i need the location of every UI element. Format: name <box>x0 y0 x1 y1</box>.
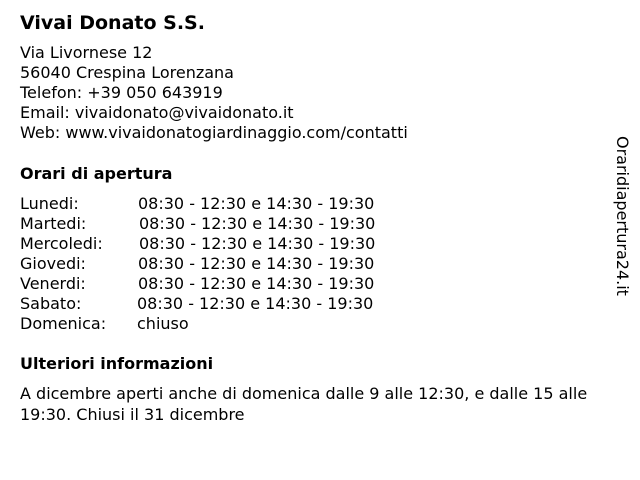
contact-block <box>20 43 408 143</box>
day-label: Sabato: <box>20 294 82 313</box>
day-label: Giovedi: <box>20 254 86 273</box>
email-line: Email: vivaidonato@vivaidonato.it <box>20 103 294 122</box>
watermark <box>614 136 634 306</box>
day-label: Martedi: <box>20 214 87 233</box>
watermark-text: Oraridiapertura24.it <box>613 136 632 296</box>
hours-value: 08:30 - 12:30 e 14:30 - 19:30 <box>138 274 375 293</box>
day-label: Domenica: <box>20 314 107 333</box>
day-label: Lunedi: <box>20 194 79 213</box>
hours-value: 08:30 - 12:30 e 14:30 - 19:30 <box>139 214 376 233</box>
hours-value: chiuso <box>137 314 189 333</box>
address-city: 56040 Crespina Lorenzana <box>20 63 234 82</box>
business-name: Vivai Donato S.S. <box>20 12 205 34</box>
additional-info-text: A dicembre aperti anche di domenica dalle 9 alle 12:30, e dalle 15 alle 19:30. Chiusi il 31 dicembre <box>20 384 588 424</box>
day-label: Mercoledi: <box>20 234 103 253</box>
web-line: Web: www.vivaidonatogiardinaggio.com/contatti <box>20 123 408 142</box>
day-label: Venerdi: <box>20 274 86 293</box>
hours-value: 08:30 - 12:30 e 14:30 - 19:30 <box>138 254 375 273</box>
address-street: Via Livornese 12 <box>20 43 153 62</box>
phone-line: Telefon: +39 050 643919 <box>20 83 223 102</box>
hours-value: 08:30 - 12:30 e 14:30 - 19:30 <box>138 194 375 213</box>
hours-value: 08:30 - 12:30 e 14:30 - 19:30 <box>137 294 374 313</box>
additional-info-heading: Ulteriori informazioni <box>20 354 214 373</box>
hours-value: 08:30 - 12:30 e 14:30 - 19:30 <box>139 234 376 253</box>
opening-hours-heading: Orari di apertura <box>20 164 173 183</box>
